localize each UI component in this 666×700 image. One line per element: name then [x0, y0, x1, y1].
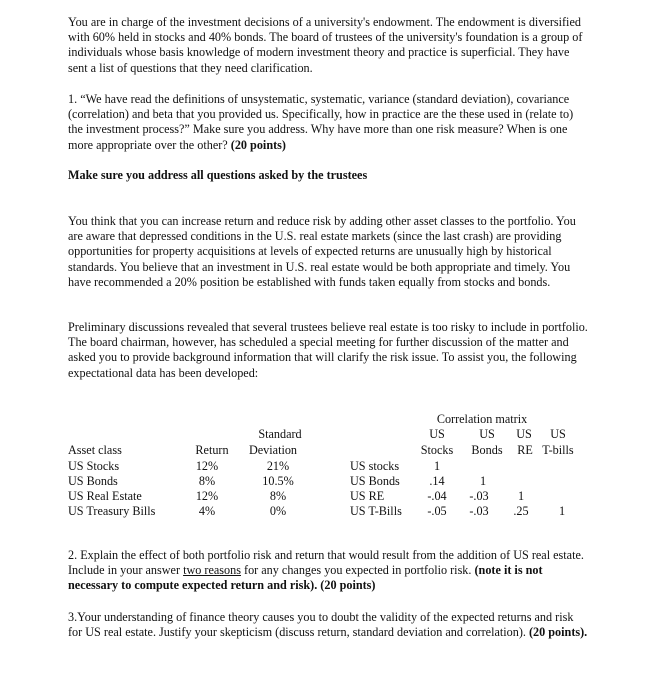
corr-col-subheader: Stocks	[420, 443, 454, 457]
std-header-line2: Deviation	[248, 443, 298, 457]
corr-col-header: US	[550, 427, 566, 441]
preliminary-paragraph: Preliminary discussions revealed that several trustees believe real estate is too risky to include in portfolio. The board chairman, however, has scheduled a special meeting for further discussion of the matter and asked you to provide background information that will clarify the risk issue. To assist you, the following expectational data has been developed:	[68, 320, 588, 380]
corr-col-subheader: T-bills	[542, 443, 574, 457]
corr-value: 1	[433, 459, 441, 473]
corr-row-label: US Bonds	[350, 474, 400, 488]
corr-value: 1	[479, 474, 487, 488]
question-3-text: 3.Your understanding of finance theory causes you to doubt the validity of the expected returns and risk for US real estate. Justify your skepticism (discuss return, standard deviation and correlation).	[68, 610, 574, 640]
std-value: 10.5%	[262, 474, 294, 488]
question-1-text: 1. “We have read the definitions of unsystematic, systematic, variance (standard deviation), covariance (correlation) and beta that you provided us. Specifically, how in practice are the these used in (relate to) the investment process?” Make sure you address. Why have more than one risk measure? When is one more appropriate over the other?	[68, 92, 574, 152]
asset-name: US Stocks	[68, 459, 120, 473]
corr-col-header: US	[516, 427, 532, 441]
std-header-line1: Standard	[258, 427, 302, 441]
corr-value: 1	[558, 504, 566, 518]
return-value: 12%	[195, 459, 219, 473]
asset-name: US Bonds	[68, 474, 118, 488]
return-value: 8%	[198, 474, 216, 488]
corr-col-subheader: RE	[517, 443, 533, 457]
corr-value: -.03	[469, 504, 489, 518]
question-1-points: (20 points)	[230, 137, 286, 152]
corr-col-header: US	[429, 427, 445, 441]
corr-value: -.05	[427, 504, 447, 518]
corr-value: -.03	[469, 489, 489, 503]
intro-paragraph: You are in charge of the investment decisions of a university's endowment. The endowment is diversified with 60% held in stocks and 40% bonds. The board of trustees of the university's foundation is a group of individuals whose basis knowledge of modern investment theory and practice is superficial. They have sent a list of questions that they need clarification.	[68, 15, 583, 75]
asset-name: US Treasury Bills	[68, 504, 156, 518]
corr-row-label: US stocks	[350, 459, 400, 473]
corr-value: .14	[429, 474, 445, 488]
corr-col-subheader: Bonds	[471, 443, 503, 457]
question-3	[68, 610, 588, 640]
corr-value: 1	[517, 489, 525, 503]
question-2-text-b: for any changes you expected in portfolio risk.	[244, 563, 472, 578]
real-estate-paragraph: You think that you can increase return and reduce risk by adding other asset classes to the portfolio. You are aware that depressed conditions in the U.S. real estate markets (since the last crash) are providing opportunities for property acquisitions at levels of expected returns are unusually high by historical standards. You believe that an investment in U.S. real estate would be both appropriate and timely. You have recommended a 20% position be established with funds taken equally from stocks and bonds.	[68, 214, 576, 289]
asset-class-header: Asset class	[68, 443, 122, 457]
corr-row-label: US T-Bills	[350, 504, 402, 518]
corr-value: .25	[513, 504, 529, 518]
question-2-text-a: 2. Explain the effect of both portfolio risk and return that would result from the addition of US real estate. Include in your answer	[68, 548, 584, 578]
std-value: 8%	[269, 489, 287, 503]
corr-row-label: US RE	[350, 489, 385, 503]
question-2	[68, 548, 588, 594]
asset-name: US Real Estate	[68, 489, 142, 503]
question-2-note: (note it is not necessary to compute expected return and risk). (20 points)	[68, 563, 543, 593]
return-header: Return	[195, 443, 229, 457]
question-1	[68, 92, 588, 153]
std-value: 21%	[266, 459, 290, 473]
return-value: 12%	[195, 489, 219, 503]
question-2-underlined: two reasons	[183, 563, 241, 578]
make-sure-note: Make sure you address all questions asked by the trustees	[68, 168, 368, 182]
corr-col-header: US	[479, 427, 495, 441]
corr-value: -.04	[427, 489, 447, 503]
correlation-matrix-title: Correlation matrix	[436, 412, 528, 426]
question-3-points: (20 points).	[528, 625, 588, 640]
return-value: 4%	[198, 504, 216, 518]
std-value: 0%	[269, 504, 287, 518]
